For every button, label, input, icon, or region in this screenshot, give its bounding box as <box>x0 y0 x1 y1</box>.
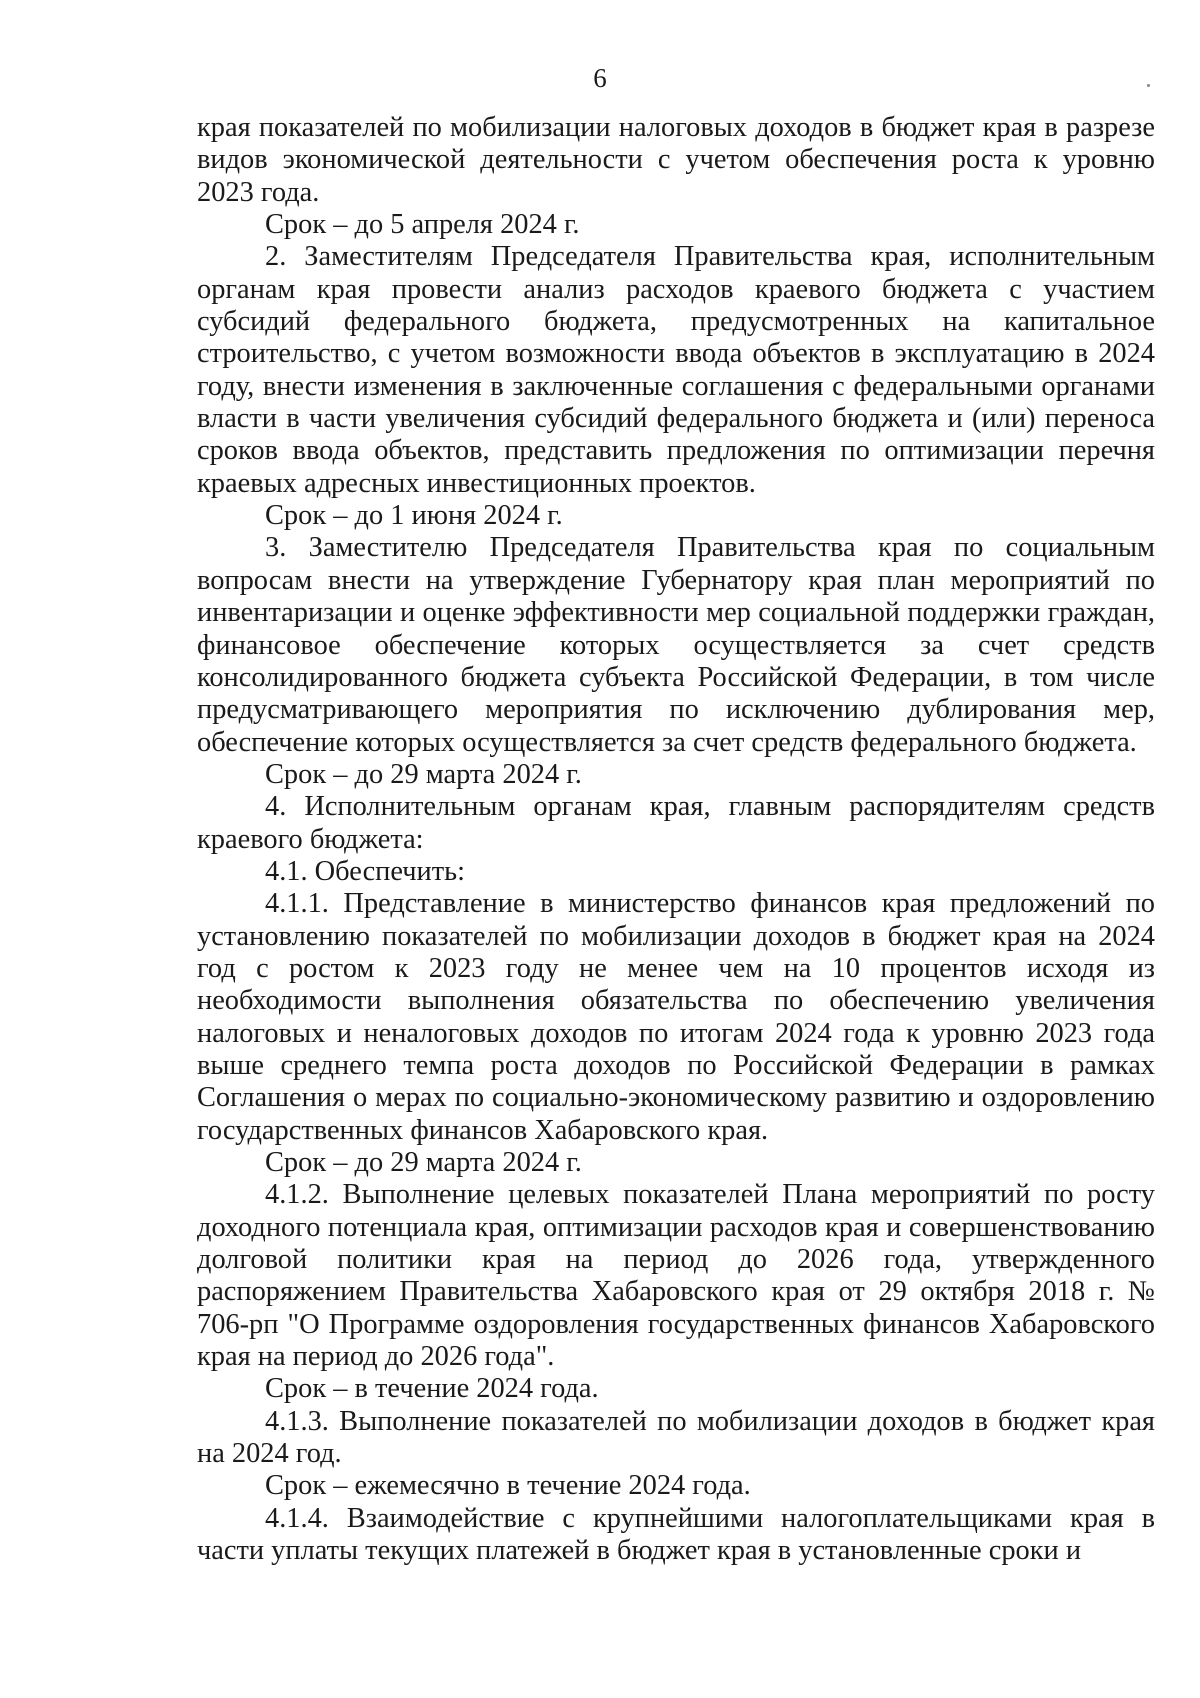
deadline-line: Срок – в течение 2024 года. <box>265 1373 599 1405</box>
deadline-line: Срок – до 29 марта 2024 г. <box>265 1147 582 1178</box>
clause-4-1-2: 4.1.2. Выполнение целевых показателей Плана мероприятий по росту доходного потенциала края, оптимизации расходов края и совершенствованию долговой политики края на период до 2026 года, утвержденного распоряжением Правительства Хабаровского края от 29 октября 2018 г. № 706-рп "О Программе оздоровления государственных финансов Хабаровского края на период до 2026 года". <box>197 1179 1155 1373</box>
clause-4-1: 4.1. Обеспечить: <box>265 855 465 887</box>
deadline-line: Срок – до 1 июня 2024 г. <box>265 500 563 532</box>
deadline-line: Срок – до 29 марта 2024 г. <box>265 758 582 790</box>
deadline-line: Срок – до 5 апреля 2024 г. <box>265 209 580 241</box>
clause-4-1-4: 4.1.4. Взаимодействие с крупнейшими налогоплательщиками края в части уплаты текущих платежей в бюджет края в установленные сроки и <box>197 1502 1155 1567</box>
deadline-line: Срок – ежемесячно в течение 2024 года. <box>265 1470 751 1502</box>
clause-4-1-1: 4.1.1. Представление в министерство финансов края предложений по установлению показателей по мобилизации доходов в бюджет края на 2024 год с ростом к 2023 году не менее чем на 10 процентов исходя из необходимости выполнения обязательства по обеспечению увеличения налоговых и неналоговых доходов по итогам 2024 года к уровню 2023 года выше среднего темпа роста доходов по Российской Федерации в рамках Соглашения о мерах по социально-экономическому развитию и оздоровлению государственных финансов Хабаровского края. <box>197 888 1155 1146</box>
page-number: 6 <box>593 63 607 93</box>
clause-3: 3. Заместителю Председателя Правительства края по социальным вопросам внести на утверждение Губернатору края план мероприятий по инвентаризации и оценке эффективности мер социальной поддержки граждан, финансовое обеспечение которых осуществляется за счет средств консолидированного бюджета субъекта Российской Федерации, в том числе предусматривающего мероприятия по исключению дублирования мер, обеспечение которых осуществляется за счет средств федерального бюджета. <box>197 532 1155 758</box>
document-body <box>197 112 1155 1567</box>
paragraph-continuation: края показателей по мобилизации налоговых доходов в бюджет края в разрезе видов экономической деятельности с учетом обеспечения роста к уровню 2023 года. <box>197 112 1155 208</box>
scan-speck <box>1147 84 1150 87</box>
clause-2: 2. Заместителям Председателя Правительства края, исполнительным органам края провести анализ расходов краевого бюджета с участием субсидий федерального бюджета, предусмотренных на капитальное строительство, с учетом возможности ввода объектов в эксплуатацию в 2024 году, внести изменения в заключенные соглашения с федеральными органами власти в части увеличения субсидий федерального бюджета и (или) переноса сроков ввода объектов, представить предложения по оптимизации перечня краевых адресных инвестиционных проектов. <box>197 241 1155 499</box>
clause-4: 4. Исполнительным органам края, главным распорядителям средств краевого бюджета: <box>197 791 1155 855</box>
clause-4-1-3: 4.1.3. Выполнение показателей по мобилизации доходов в бюджет края на 2024 год. <box>197 1405 1155 1470</box>
